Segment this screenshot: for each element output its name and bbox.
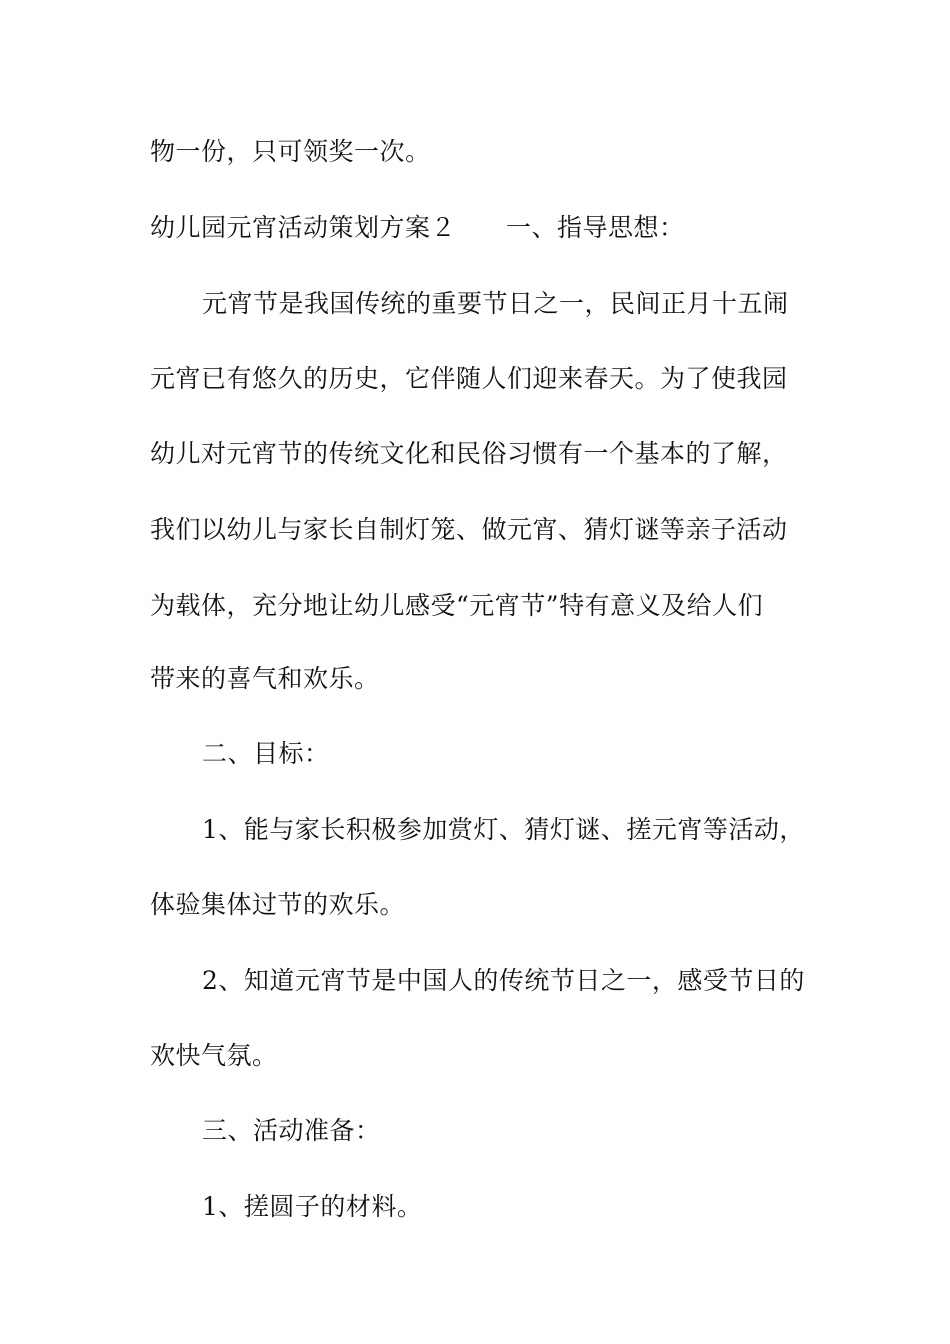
text-line: 为载体，充分地让幼儿感受“元宵节”特有意义及给人们 bbox=[150, 591, 764, 620]
text-line: 欢快气氛。 bbox=[150, 1041, 278, 1070]
section-heading: 二、目标： bbox=[202, 739, 330, 768]
text-line: 带来的喜气和欢乐。 bbox=[150, 664, 380, 693]
text-line: 我们以幼儿与家长自制灯笼、做元宵、猜灯谜等亲子活动 bbox=[150, 515, 788, 544]
text-line: 2、知道元宵节是中国人的传统节日之一，感受节日的 bbox=[202, 966, 805, 995]
text-line: 元宵已有悠久的历史，它伴随人们迎来春天。为了使我园 bbox=[150, 364, 788, 393]
text-line: 物一份，只可领奖一次。 bbox=[150, 137, 431, 166]
plan-heading bbox=[150, 212, 685, 244]
section-heading: 三、活动准备： bbox=[202, 1116, 381, 1145]
text-line: 体验集体过节的欢乐。 bbox=[150, 890, 406, 919]
text-line: 幼儿对元宵节的传统文化和民俗习惯有一个基本的了解， bbox=[150, 439, 788, 468]
section-title: 一、指导思想： bbox=[506, 213, 685, 242]
text-line: 1、搓圆子的材料。 bbox=[202, 1192, 423, 1221]
plan-title: 幼儿园元宵活动策划方案２ bbox=[150, 213, 457, 242]
text-line: 1、能与家长积极参加赏灯、猜灯谜、搓元宵等活动， bbox=[202, 815, 805, 844]
text-line: 元宵节是我国传统的重要节日之一，民间正月十五闹 bbox=[202, 289, 789, 318]
